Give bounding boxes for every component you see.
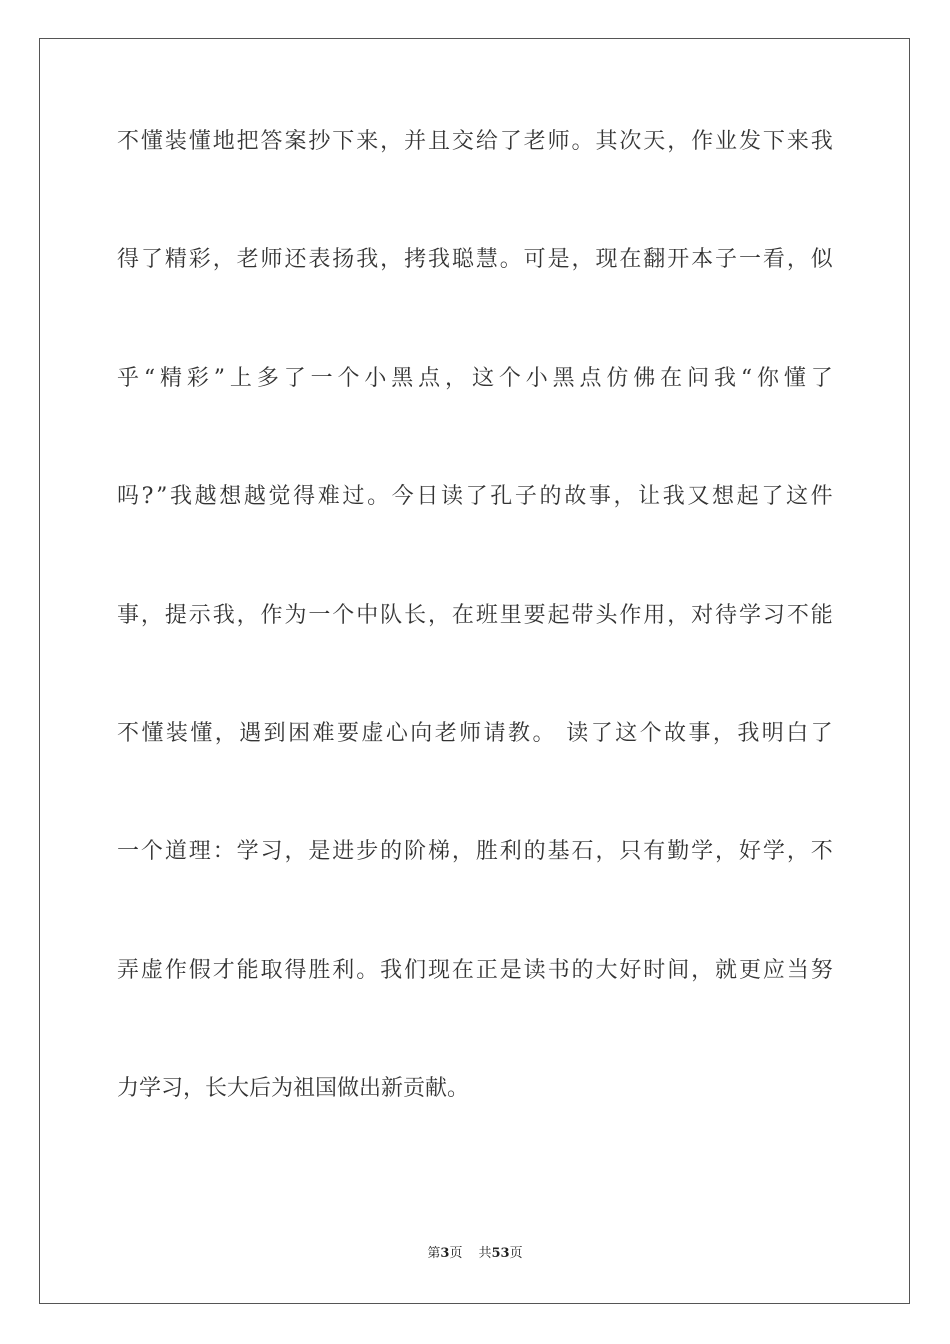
text-glyph: 里	[499, 602, 522, 628]
text-glyph: ，	[571, 247, 594, 273]
text-glyph: 遇	[239, 720, 262, 746]
text-glyph: 我	[212, 602, 235, 628]
text-glyph: 就	[715, 957, 738, 983]
text-glyph: 有	[643, 839, 666, 865]
text-glyph: 了	[499, 129, 522, 154]
text-glyph: 吗	[117, 484, 140, 510]
text-line	[117, 240, 833, 358]
text-glyph: 了	[761, 484, 784, 510]
text-glyph: 道	[164, 839, 187, 865]
text-glyph: 石	[571, 839, 594, 865]
text-line	[117, 359, 833, 477]
text-glyph: 下	[332, 129, 355, 154]
text-glyph: 点	[579, 365, 602, 391]
text-glyph: 基	[547, 839, 570, 865]
text-glyph: 。	[532, 720, 555, 746]
text-glyph: 难	[317, 484, 340, 510]
text-glyph: 了	[810, 720, 833, 746]
text-glyph: 开	[667, 247, 690, 273]
text-glyph: 案	[284, 129, 307, 154]
text-glyph: 在	[451, 602, 474, 628]
text-glyph: 提	[164, 602, 187, 628]
text-glyph: 孔	[490, 484, 513, 510]
text-glyph: 抄	[308, 129, 331, 154]
text-glyph: ，	[214, 720, 237, 746]
total-pages-number: 53	[491, 1246, 510, 1261]
text-glyph: ，	[445, 365, 468, 391]
text-glyph: 学	[236, 839, 259, 865]
text-glyph: 彩	[188, 247, 211, 273]
text-glyph: 小	[525, 365, 548, 391]
text-glyph: 慧	[475, 247, 498, 273]
text-glyph: ，	[380, 129, 403, 154]
text-glyph: 还	[284, 247, 307, 273]
text-glyph: 一	[310, 365, 333, 391]
text-glyph: 头	[595, 602, 618, 628]
text-glyph: 利	[499, 839, 522, 865]
text-glyph: ”	[156, 484, 168, 510]
text-glyph: 拷	[404, 247, 427, 273]
text-glyph: 当	[786, 957, 809, 983]
footer-total-prefix: 共	[478, 1246, 492, 1261]
text-glyph: ，	[691, 957, 714, 983]
text-glyph: 现	[427, 957, 450, 983]
text-glyph: ，	[284, 839, 307, 865]
text-line	[117, 596, 833, 714]
text-glyph: 懂	[141, 720, 164, 746]
text-glyph: 间	[667, 957, 690, 983]
text-glyph: 书	[547, 957, 570, 983]
text-glyph: 个	[140, 839, 163, 865]
text-glyph: 让	[638, 484, 661, 510]
text-glyph: 得	[117, 247, 140, 273]
text-glyph: 其	[595, 129, 618, 154]
text-glyph: 得	[284, 957, 307, 983]
text-glyph: 一	[308, 602, 331, 628]
text-glyph: 这	[785, 484, 808, 510]
text-glyph: 老	[523, 129, 546, 154]
text-glyph: 胜	[308, 957, 331, 983]
text-glyph: 勤	[667, 839, 690, 865]
text-glyph: 个	[639, 720, 662, 746]
text-glyph: 故	[664, 720, 687, 746]
text-glyph: 师	[547, 129, 570, 154]
text-glyph: 觉	[268, 484, 291, 510]
text-glyph: 为	[284, 602, 307, 628]
text-glyph: 事	[688, 720, 711, 746]
text-glyph: 虚	[140, 957, 163, 983]
text-glyph: 起	[547, 602, 570, 628]
text-glyph: 班	[475, 602, 498, 628]
text-glyph: 读	[566, 720, 589, 746]
text-glyph: 起	[736, 484, 759, 510]
text-glyph: 好	[738, 839, 761, 865]
text-glyph: 读	[523, 957, 546, 983]
text-glyph: 要	[523, 602, 546, 628]
text-glyph: 正	[475, 957, 498, 983]
page-number-footer	[0, 1244, 950, 1264]
text-glyph: 中	[356, 602, 379, 628]
text-glyph: ?	[141, 484, 154, 510]
text-glyph: 待	[715, 602, 738, 628]
text-glyph: “	[740, 365, 753, 391]
text-glyph: 读	[440, 484, 463, 510]
text-glyph: 我	[356, 247, 379, 273]
text-glyph: ，	[212, 247, 235, 273]
text-line	[117, 122, 833, 240]
text-glyph: 了	[810, 365, 833, 391]
text-glyph: 发	[738, 129, 761, 154]
text-glyph: 并	[404, 129, 427, 154]
text-glyph: 不	[786, 602, 809, 628]
text-glyph: 是	[499, 957, 522, 983]
text-glyph: 。	[499, 247, 522, 273]
text-glyph: 点	[418, 365, 441, 391]
text-glyph: 理	[188, 839, 211, 865]
text-glyph: “	[143, 365, 156, 391]
text-glyph: 应	[762, 957, 785, 983]
text-glyph: 一	[117, 839, 140, 865]
text-glyph: ，	[786, 247, 809, 273]
text-glyph: 在	[660, 365, 683, 391]
text-glyph: 带	[571, 602, 594, 628]
text-glyph: 。	[356, 957, 379, 983]
text-glyph: 学	[762, 839, 785, 865]
text-glyph: 懂	[140, 129, 163, 154]
text-glyph: 利	[332, 957, 355, 983]
text-glyph: 在	[619, 247, 642, 273]
text-glyph: 步	[356, 839, 379, 865]
text-glyph: 对	[691, 602, 714, 628]
text-glyph: 请	[483, 720, 506, 746]
text-glyph: 懂	[190, 720, 213, 746]
text-glyph: 习	[762, 602, 785, 628]
text-glyph: 故	[564, 484, 587, 510]
text-glyph: 个	[337, 365, 360, 391]
text-glyph: 学	[738, 602, 761, 628]
text-glyph: 努	[810, 957, 833, 983]
text-glyph: 又	[687, 484, 710, 510]
text-glyph: 是	[547, 247, 570, 273]
text-glyph: 我	[713, 365, 736, 391]
text-glyph: 假	[188, 957, 211, 983]
text-glyph: 件	[810, 484, 833, 510]
text-glyph: 聪	[451, 247, 474, 273]
text-glyph: 到	[263, 720, 286, 746]
text-glyph: 看	[762, 247, 785, 273]
text-glyph: 能	[236, 957, 259, 983]
text-glyph: 来	[786, 129, 809, 154]
text-glyph: 事	[588, 484, 611, 510]
text-glyph: 的	[523, 839, 546, 865]
text-glyph: 这	[471, 365, 494, 391]
text-glyph: 来	[356, 129, 379, 154]
text-glyph: ，	[380, 247, 403, 273]
text-glyph: ，	[667, 129, 690, 154]
text-glyph: 仿	[606, 365, 629, 391]
text-glyph: 个	[498, 365, 521, 391]
text-glyph: 似	[810, 247, 833, 273]
text-glyph: 子	[715, 247, 738, 273]
text-glyph: ，	[712, 720, 735, 746]
text-glyph: 精	[164, 247, 187, 273]
text-glyph: 的	[539, 484, 562, 510]
text-glyph: 我	[662, 484, 685, 510]
text-glyph: 得	[293, 484, 316, 510]
text-glyph: 懂	[783, 365, 806, 391]
text-glyph: 交	[451, 129, 474, 154]
text-glyph: 本	[691, 247, 714, 273]
text-glyph: 好	[619, 957, 642, 983]
text-glyph: 越	[243, 484, 266, 510]
text-glyph: 了	[590, 720, 613, 746]
text-glyph: 装	[164, 129, 187, 154]
text-glyph: 多	[256, 365, 279, 391]
text-glyph: 想	[712, 484, 735, 510]
text-glyph: 这	[615, 720, 638, 746]
text-glyph: 精	[160, 365, 183, 391]
text-glyph: 天	[643, 129, 666, 154]
text-glyph: 小	[364, 365, 387, 391]
text-glyph: 黑	[391, 365, 414, 391]
text-glyph: ，	[715, 839, 738, 865]
text-glyph: ，	[236, 602, 259, 628]
text-glyph: ：	[212, 839, 235, 865]
text-glyph: 翻	[643, 247, 666, 273]
text-glyph: 队	[380, 602, 403, 628]
text-glyph: 只	[619, 839, 642, 865]
body-text	[117, 122, 833, 1188]
text-glyph: 我	[169, 484, 192, 510]
text-glyph: 业	[715, 129, 738, 154]
text-glyph: 。	[571, 129, 594, 154]
text-glyph: 师	[459, 720, 482, 746]
text-glyph: ，	[613, 484, 636, 510]
text-glyph: 了	[283, 365, 306, 391]
text-glyph: 过	[342, 484, 365, 510]
text-glyph	[557, 714, 564, 754]
text-glyph: 用	[643, 602, 666, 628]
text-glyph: 次	[619, 129, 642, 154]
text-glyph: 的	[571, 957, 594, 983]
text-glyph: 彩	[186, 365, 209, 391]
text-glyph: 。	[367, 484, 390, 510]
text-glyph: 难	[312, 720, 335, 746]
text-glyph: 白	[786, 720, 809, 746]
text-glyph: 进	[332, 839, 355, 865]
text-glyph: 日	[416, 484, 439, 510]
text-glyph: 胜	[475, 839, 498, 865]
text-glyph: 在	[451, 957, 474, 983]
text-line	[117, 951, 833, 1069]
text-glyph: 困	[288, 720, 311, 746]
text-glyph: ”	[213, 365, 226, 391]
text-line: 力学习，长大后为祖国做出新贡献。	[117, 1076, 470, 1102]
text-glyph: 我	[737, 720, 760, 746]
text-glyph: ，	[140, 602, 163, 628]
text-glyph: 们	[404, 957, 427, 983]
text-glyph: 取	[260, 957, 283, 983]
text-glyph: 更	[738, 957, 761, 983]
text-glyph: 懂	[188, 129, 211, 154]
text-glyph: 习	[260, 839, 283, 865]
text-glyph: 老	[236, 247, 259, 273]
footer-page-suffix: 页	[449, 1246, 463, 1261]
text-line	[117, 477, 833, 595]
text-glyph: 可	[523, 247, 546, 273]
text-glyph: 要	[336, 720, 359, 746]
text-glyph: 我	[810, 129, 833, 154]
text-glyph: 作	[691, 129, 714, 154]
text-glyph: 乎	[117, 365, 140, 391]
text-glyph: 长	[404, 602, 427, 628]
text-glyph: 教	[508, 720, 531, 746]
text-glyph: 不	[810, 839, 833, 865]
text-glyph: 的	[380, 839, 403, 865]
text-glyph: 我	[427, 247, 450, 273]
text-glyph: 佛	[633, 365, 656, 391]
text-glyph: 事	[117, 602, 140, 628]
text-glyph: 弄	[117, 957, 140, 983]
text-glyph: 作	[260, 602, 283, 628]
text-glyph: 问	[687, 365, 710, 391]
text-glyph: 答	[260, 129, 283, 154]
text-glyph: 给	[475, 129, 498, 154]
footer-total-suffix: 页	[509, 1246, 523, 1261]
text-glyph: 我	[380, 957, 403, 983]
text-glyph: 今	[391, 484, 414, 510]
text-glyph: 且	[427, 129, 450, 154]
current-page-number: 3	[440, 1246, 450, 1261]
text-glyph: 师	[260, 247, 283, 273]
text-glyph: 明	[761, 720, 784, 746]
text-glyph: 是	[308, 839, 331, 865]
text-glyph: 你	[756, 365, 779, 391]
text-glyph: 作	[619, 602, 642, 628]
text-glyph: ，	[451, 839, 474, 865]
text-glyph: 上	[229, 365, 252, 391]
text-glyph: 想	[219, 484, 242, 510]
text-glyph: 黑	[552, 365, 575, 391]
text-glyph: 不	[117, 129, 140, 154]
text-line	[117, 714, 833, 832]
text-glyph: 越	[194, 484, 217, 510]
text-glyph: 一	[738, 247, 761, 273]
text-glyph: 大	[595, 957, 618, 983]
text-glyph: ，	[595, 839, 618, 865]
text-glyph: 下	[762, 129, 785, 154]
text-glyph: 表	[308, 247, 331, 273]
text-glyph: 不	[117, 720, 140, 746]
text-glyph: 个	[332, 602, 355, 628]
text-glyph: 虚	[361, 720, 384, 746]
text-glyph: ，	[427, 602, 450, 628]
text-glyph: 子	[514, 484, 537, 510]
text-glyph: 现	[595, 247, 618, 273]
text-glyph: 才	[212, 957, 235, 983]
text-glyph: 了	[465, 484, 488, 510]
text-glyph: 老	[434, 720, 457, 746]
text-glyph: ，	[667, 602, 690, 628]
text-glyph: 能	[810, 602, 833, 628]
text-glyph: 作	[164, 957, 187, 983]
text-glyph: 了	[140, 247, 163, 273]
text-glyph: 时	[643, 957, 666, 983]
text-line	[117, 832, 833, 950]
text-glyph: 阶	[404, 839, 427, 865]
text-glyph: 装	[165, 720, 188, 746]
text-glyph: 示	[188, 602, 211, 628]
text-glyph: 心	[385, 720, 408, 746]
text-glyph: ，	[786, 839, 809, 865]
text-glyph: 学	[691, 839, 714, 865]
text-glyph: 地	[212, 129, 235, 154]
text-glyph: 梯	[427, 839, 450, 865]
text-glyph: 把	[236, 129, 259, 154]
text-glyph: 向	[410, 720, 433, 746]
text-glyph: 扬	[332, 247, 355, 273]
footer-prefix: 第	[427, 1246, 441, 1261]
